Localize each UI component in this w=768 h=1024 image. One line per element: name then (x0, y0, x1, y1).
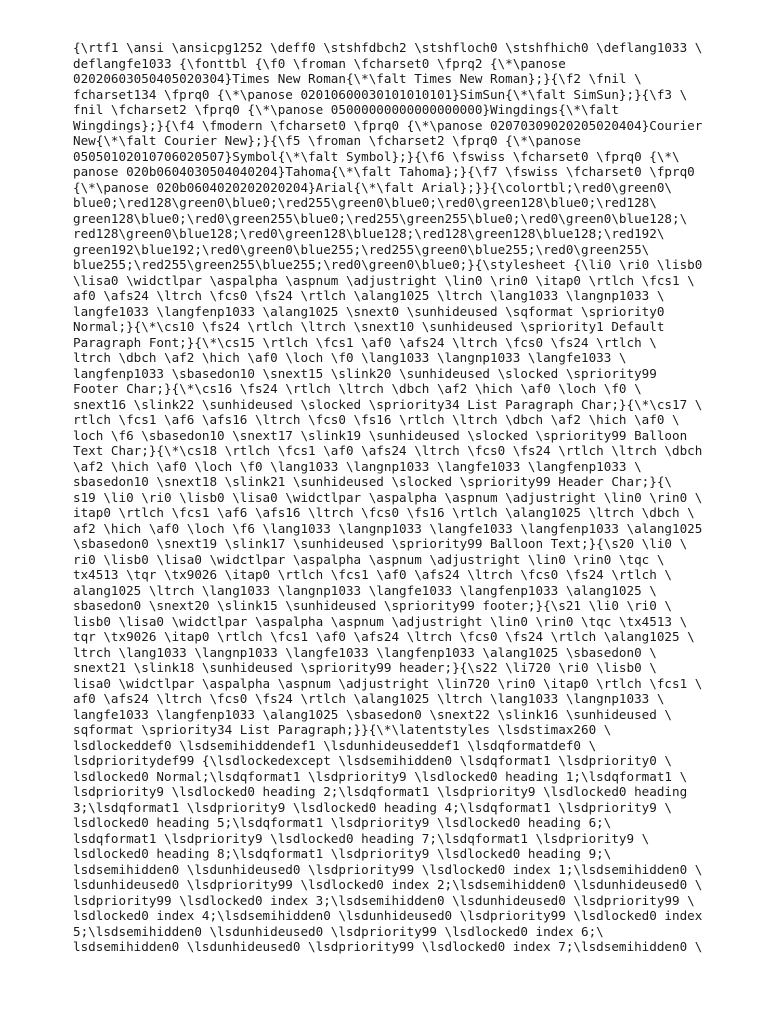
document-line: ltrch \dbch \af2 \hich \af0 \loch \f0 \lang1033 \langnp1033 \langfe1033 \ (73, 350, 627, 365)
document-line: Text Char;}{\*\cs18 \rtlch \fcs1 \af0 \afs24 \ltrch \fcs0 \fs24 \rtlch \ltrch \dbch (73, 443, 703, 458)
document-line: Footer Char;}{\*\cs16 \fs24 \rtlch \ltrch \dbch \af2 \hich \af0 \loch \f0 \ (73, 381, 642, 396)
document-line: snext16 \slink22 \sunhideused \slocked \spriority34 List Paragraph Char;}{\*\cs17 \ (73, 396, 703, 412)
document-line: fnil \fcharset2 \fprq0 {\*\panose 05000000000000000000}Wingdings{\*\falt (73, 102, 619, 117)
document-line: {\rtf1 \ansi \ansicpg1252 \deff0 \stshfdbch2 \stshfloch0 \stshfhich0 \deflang1033 \ (73, 40, 703, 55)
document-line: green192\blue192;\red0\green0\blue255;\red255\green0\blue255;\red0\green255\ (73, 241, 650, 257)
document-line: langfe1033 \langfenp1033 \alang1025 \snext0 \sunhideused \sqformat \spriority0 (73, 303, 665, 319)
document-line: lsdlocked0 index 4;\lsdsemihidden0 \lsdunhideused0 \lsdpriority99 \lsdlocked0 index (73, 908, 703, 923)
document-line: af0 \afs24 \ltrch \fcs0 \fs24 \rtlch \alang1025 \ltrch \lang1033 \langnp1033 \ (73, 288, 665, 303)
document-line: fcharset134 \fprq0 {\*\panose 02010600030101010101}SimSun{\*\falt SimSun};}{\f3 \ (73, 86, 688, 102)
document-line: lisb0 \lisa0 \widctlpar \aspalpha \aspnum \adjustright \lin0 \rin0 \tqc \tx4513 \ (73, 613, 688, 629)
document-line: s19 \li0 \ri0 \lisb0 \lisa0 \widctlpar \aspalpha \aspnum \adjustright \lin0 \rin0 \ (73, 489, 703, 505)
document-line: Normal;}{\*\cs10 \fs24 \rtlch \ltrch \snext10 \sunhideused \spriority1 Default (73, 319, 665, 334)
document-line: {\*\panose 020b0604020202020204}Arial{\*\falt Arial};}}{\colortbl;\red0\green0\ (73, 179, 672, 195)
document-line: lsdunhideused0 \lsdpriority99 \lsdlocked0 index 2;\lsdsemihidden0 \lsdunhideused0 \ (73, 877, 703, 892)
document-line: sqformat \spriority34 List Paragraph;}}{\*\latentstyles \lsdstimax260 \ (73, 722, 612, 737)
document-line: lsdpriority99 \lsdlocked0 index 3;\lsdsemihidden0 \lsdunhideused0 \lsdpriority99 \ (73, 892, 695, 908)
document-line: \af2 \hich \af0 \loch \f0 \lang1033 \langnp1033 \langfe1033 \langfenp1033 \ (73, 458, 642, 474)
document-line: lsdlocked0 Normal;\lsdqformat1 \lsdpriority9 \lsdlocked0 heading 1;\lsdqformat1 \ (73, 768, 688, 784)
document-line: Wingdings};}{\f4 \fmodern \fcharset0 \fprq0 {\*\panose 02070309020205020404}Courier (73, 117, 703, 133)
document-line: red128\green0\blue128;\red0\green128\blue128;\red128\green128\blue128;\red192\ (73, 226, 665, 241)
document-line: alang1025 \ltrch \lang1033 \langnp1033 \langfe1033 \langfenp1033 \alang1025 \ (73, 582, 657, 598)
document-line: lsdprioritydef99 {\lsdlockedexcept \lsdsemihidden0 \lsdqformat1 \lsdpriority0 \ (73, 753, 672, 768)
document-line: Paragraph Font;}{\*\cs15 \rtlch \fcs1 \af0 \afs24 \ltrch \fcs0 \fs24 \rtlch \ (73, 334, 657, 350)
document-line: \sbasedon0 \snext19 \slink17 \sunhideused \spriority99 Balloon Text;}{\s20 \li0 \ (73, 536, 688, 551)
document-line: lsdlockeddef0 \lsdsemihiddendef1 \lsdunhideuseddef1 \lsdqformatdef0 \ (73, 737, 597, 753)
document-line: 3;\lsdqformat1 \lsdpriority9 \lsdlocked0 heading 4;\lsdqformat1 \lsdpriority9 \ (73, 799, 672, 815)
document-line: loch \f6 \sbasedon10 \snext17 \slink19 \sunhideused \slocked \spriority99 Balloon (73, 427, 688, 443)
document-line: ltrch \lang1033 \langnp1033 \langfe1033 \langfenp1033 \alang1025 \sbasedon0 \ (73, 644, 657, 660)
document-line: lisa0 \widctlpar \aspalpha \aspnum \adjustright \lin720 \rin0 \itap0 \rtlch \fcs1 \ (73, 675, 703, 691)
document-line: snext21 \slink18 \sunhideused \spriority99 header;}{\s22 \li720 \ri0 \lisb0 \ (73, 660, 657, 675)
document-line: sbasedon0 \snext20 \slink15 \sunhideused \spriority99 footer;}{\s21 \li0 \ri0 \ (73, 598, 672, 613)
document-line: tx4513 \tqr \tx9026 \itap0 \rtlch \fcs1 \af0 \afs24 \ltrch \fcs0 \fs24 \rtlch \ (73, 567, 672, 582)
document-line: 05050102010706020507}Symbol{\*\falt Symbol};}{\f6 \fswiss \fcharset0 \fprq0 {\*\ (73, 148, 680, 164)
document-line: 5;\lsdsemihidden0 \lsdunhideused0 \lsdpriority99 \lsdlocked0 index 6;\ (73, 923, 604, 939)
document-line: lsdqformat1 \lsdpriority9 \lsdlocked0 heading 7;\lsdqformat1 \lsdpriority9 \ (73, 830, 650, 846)
document-line: lsdpriority9 \lsdlocked0 heading 2;\lsdqformat1 \lsdpriority9 \lsdlocked0 heading (73, 784, 688, 799)
document-line: lsdsemihidden0 \lsdunhideused0 \lsdpriority99 \lsdlocked0 index 7;\lsdsemihidden0 \ (73, 939, 703, 954)
document-line: green128\blue0;\red0\green255\blue0;\red255\green255\blue0;\red0\green0\blue128;\ (73, 210, 688, 226)
document-line: sbasedon10 \snext18 \slink21 \sunhideused \slocked \spriority99 Header Char;}{\ (73, 474, 672, 489)
document-line: panose 020b0604030504040204}Tahoma{\*\falt Tahoma};}{\f7 \fswiss \fcharset0 \fprq0 (73, 164, 695, 179)
document-line: af0 \afs24 \ltrch \fcs0 \fs24 \rtlch \alang1025 \ltrch \lang1033 \langnp1033 \ (73, 691, 665, 706)
document-line: lsdsemihidden0 \lsdunhideused0 \lsdpriority99 \lsdlocked0 index 1;\lsdsemihidden0 \ (73, 861, 703, 877)
rtf-source-text (73, 40, 713, 955)
document-line: 02020603050405020304}Times New Roman{\*\falt Times New Roman};}{\f2 \fnil \ (73, 71, 642, 86)
document-line: deflangfe1033 {\fonttbl {\f0 \froman \fcharset0 \fprq2 {\*\panose (73, 55, 566, 71)
document-line: ri0 \lisb0 \lisa0 \widctlpar \aspalpha \aspnum \adjustright \lin0 \rin0 \tqc \ (73, 551, 665, 567)
document-line: tqr \tx9026 \itap0 \rtlch \fcs1 \af0 \afs24 \ltrch \fcs0 \fs24 \rtlch \alang1025 \ (73, 629, 695, 644)
document-line: blue255;\red255\green255\blue255;\red0\green0\blue0;}{\stylesheet {\li0 \ri0 \lisb0 (73, 257, 703, 272)
document-line: rtlch \fcs1 \af6 \afs16 \ltrch \fcs0 \fs16 \rtlch \ltrch \dbch \af2 \hich \af0 \ (73, 412, 680, 427)
document-line: blue0;\red128\green0\blue0;\red255\green0\blue0;\red0\green128\blue0;\red128\ (73, 195, 657, 210)
document-line: New{\*\falt Courier New};}{\f5 \froman \fcharset2 \fprq0 {\*\panose (73, 133, 581, 148)
document-line: langfe1033 \langfenp1033 \alang1025 \sbasedon0 \snext22 \slink16 \sunhideused \ (73, 706, 672, 722)
document-line: lsdlocked0 heading 5;\lsdqformat1 \lsdpriority9 \lsdlocked0 heading 6;\ (73, 815, 612, 830)
document-line: itap0 \rtlch \fcs1 \af6 \afs16 \ltrch \fcs0 \fs16 \rtlch \alang1025 \ltrch \dbch \ (73, 505, 695, 520)
document-line: lsdlocked0 heading 8;\lsdqformat1 \lsdpriority9 \lsdlocked0 heading 9;\ (73, 846, 612, 861)
document-line: af2 \hich \af0 \loch \f6 \lang1033 \langnp1033 \langfe1033 \langfenp1033 \alang1025 (73, 520, 703, 536)
document-line: \lisa0 \widctlpar \aspalpha \aspnum \adjustright \lin0 \rin0 \itap0 \rtlch \fcs1 \ (73, 272, 695, 288)
document-line: langfenp1033 \sbasedon10 \snext15 \slink20 \sunhideused \slocked \spriority99 (73, 365, 657, 381)
